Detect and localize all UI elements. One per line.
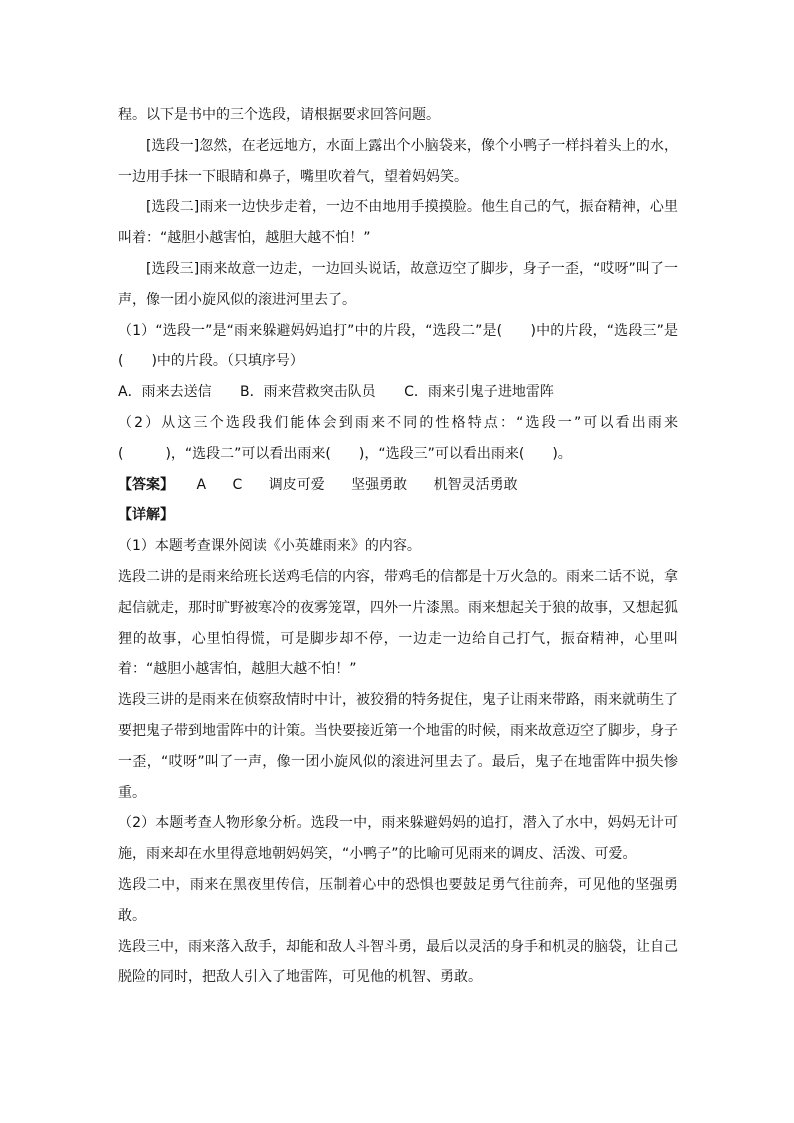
excerpt-two: [选段二]雨来一边快步走着，一边不由地用手摸摸脸。他生自己的气，振奋精神，心里叫着：“越胆小越害怕，越胆大越不怕！” [118,199,678,247]
option-b: B．雨来营救突击队员 [240,384,376,401]
intro-paragraph: 程。以下是书中的三个选段，请根据要求回答问题。 [118,107,440,123]
answer-item: C [232,476,243,493]
answer-item: A [196,476,207,493]
detail-paragraph: （1）本题考查课外阅读《小英雄雨来》的内容。 [118,538,421,555]
detail-paragraph: 选段二讲的是雨来给班长送鸡毛信的内容，带鸡毛的信都是十万火急的。雨来二话不说，拿起信就走，那时旷野被寒冷的夜雾笼罩，四外一片漆黑。雨来想起关于狼的故事，又想起狐狸的故事，心里怕得慌，可是脚步却不停，一边走一边给自己打气，振奋精神，心里叫着：“越胆小越害怕，越胆大越不怕！” [118,568,678,678]
excerpt-three: [选段三]雨来故意一边走，一边回头说话，故意迈空了脚步，身子一歪，“哎呀”叫了一声，像一团小旋风似的滚进河里去了。 [118,260,678,308]
detail-tag: 【详解】 [118,507,174,524]
detail-paragraph: 选段二中，雨来在黑夜里传信，压制着心中的恐惧也要鼓足勇气往前奔，可见他的坚强勇敢。 [118,876,678,924]
answer-line [118,470,678,501]
answer-tag: 【答案】 [118,476,174,493]
detail-paragraph: （2）本题考查人物形象分析。选段一中，雨来躲避妈妈的追打，潜入了水中，妈妈无计可施，雨来却在水里得意地朝妈妈笑，“小鸭子”的比喻可见雨来的调皮、活泼、可爱。 [118,815,678,863]
answer-options [118,377,678,408]
option-a: A．雨来去送信 [118,384,212,401]
excerpt-one: [选段一]忽然，在老远地方，水面上露出个小脑袋来，像个小鸭子一样抖着头上的水，一边用手抹一下眼睛和鼻子，嘴里吹着气，望着妈妈笑。 [118,137,678,185]
question-one: （1）“选段一”是“雨来躲避妈妈追打”中的片段，“选段二”是( )中的片段，“选段三”是( )中的片段。（只填序号） [118,322,678,370]
answer-item: 坚强勇敢 [351,476,408,493]
answer-item: 机智灵活勇敢 [433,476,518,493]
detail-paragraph: 选段三讲的是雨来在侦察敌情时中计，被狡猾的特务捉住，鬼子让雨来带路，雨来就萌生了要把鬼子带到地雷阵中的计策。当快要接近第一个地雷的时候，雨来故意迈空了脚步，身子一歪，“哎呀”叫了一声，像一团小旋风似的滚进河里去了。最后，鬼子在地雷阵中损失惨重。 [118,692,678,801]
option-c: C．雨来引鬼子进地雷阵 [404,384,554,401]
document-page [118,100,678,993]
question-two: （2）从这三个选段我们能体会到雨来不同的性格特点：“选段一”可以看出雨来( )，“选段二”可以看出雨来( )，“选段三”可以看出雨来( )。 [118,414,678,462]
answer-item: 调皮可爱 [268,476,325,493]
detail-paragraph: 选段三中，雨来落入敌手，却能和敌人斗智斗勇，最后以灵活的身手和机灵的脑袋，让自己脱险的同时，把敌人引入了地雷阵，可见他的机智、勇敢。 [118,938,678,986]
